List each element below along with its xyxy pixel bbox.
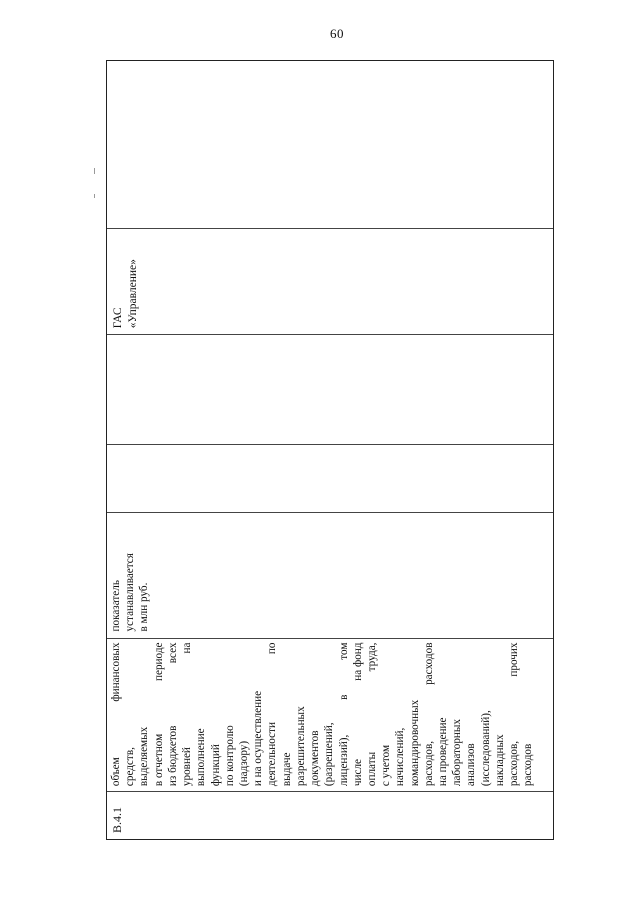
indicator-name-word: с учетом [380,744,393,787]
indicator-code: В.4.1 [110,806,124,833]
indicator-name-word: всех [166,642,179,664]
indicator-name-word: объем [110,757,122,787]
indicator-name-word: накладных [493,734,506,787]
indicator-table [106,60,554,840]
indicator-name-line [479,643,493,787]
indicator-name-word: по контролю [223,725,236,787]
indicator-name-word: лицензий), [337,734,350,787]
indicator-name-line [422,643,436,787]
indicator-name-line [365,643,379,787]
indicator-name-word: командировочных [408,699,421,787]
indicator-unit-line: устанавливается [124,553,137,632]
indicator-name-line [237,643,251,787]
indicator-unit-line: в млн руб. [138,582,151,632]
indicator-name-word: числе [351,758,364,787]
cell-empty [107,61,553,228]
indicator-unit-line: показатель [110,580,122,632]
indicator-name-word: труда, [365,642,378,672]
indicator-name-line [180,643,194,787]
indicator-name-word: выполнение [195,728,208,787]
indicator-name-word: из бюджетов [166,725,179,787]
cell-empty [107,444,553,512]
indicator-name-line [209,643,223,787]
indicator-name-line [223,643,237,787]
cell-indicator-name [107,638,553,792]
indicator-name-line [521,643,535,787]
indicator-name-line [280,643,294,787]
indicator-name-word: (разрешений, [323,722,336,787]
cell-indicator-code [107,791,553,839]
indicator-name-line [379,643,393,787]
indicator-name-line [294,643,308,787]
indicator-name-line [493,643,507,787]
indicator-name-line [123,643,137,787]
indicator-name-word: уровней [181,747,194,787]
indicator-name-line [450,643,464,787]
indicator-name-word: лабораторных [451,718,464,787]
indicator-name-word: в отчетном [152,733,165,787]
indicator-name-word: (надзору) [237,740,250,787]
indicator-name-line [137,643,151,787]
indicator-name-word: финансовых [110,642,122,702]
indicator-name-word: расходов [522,743,535,787]
indicator-name-line [436,643,450,787]
data-source-line: «Управление» [126,259,139,329]
indicator-name-word: средств, [124,747,137,787]
cell-indicator-unit [107,512,553,638]
indicator-name-word: оплаты [365,751,378,787]
indicator-name-word: расходов, [422,740,435,787]
scan-speck [94,194,95,198]
indicator-name-word: по [266,642,279,655]
indicator-table-body [106,60,554,840]
indicator-name-line [308,643,322,787]
indicator-name-word: разрешительных [294,706,307,787]
indicator-name-word: прочих [508,642,521,677]
indicator-name-line [337,643,351,787]
indicator-name-word: выделяемых [138,726,151,787]
indicator-name-word: начислений, [394,727,407,787]
indicator-name-word: анализов [465,743,478,787]
indicator-name-line [464,643,478,787]
indicator-name-word: периоде [152,642,165,681]
data-source-line: ГАС [112,307,124,329]
cell-empty [107,334,553,444]
page-number: 60 [330,26,344,41]
indicator-name-line [251,643,265,787]
indicator-name-line [152,643,166,787]
indicator-name-word: деятельности [266,722,279,787]
indicator-name-word: (исследований), [479,710,492,787]
cell-data-source [107,228,553,335]
indicator-name-line [194,643,208,787]
indicator-name-line [166,643,180,787]
indicator-name-line [322,643,336,787]
indicator-name-line [408,643,422,787]
indicator-name-line [265,643,279,787]
indicator-name-line [507,643,521,787]
indicator-name-word: и на осуществление [252,690,265,787]
indicator-name-word: том [337,642,350,660]
indicator-name-word: документов [309,730,322,787]
indicator-name-word: расходов [422,642,435,685]
indicator-name-word: на фонд [351,642,364,681]
indicator-name-line [109,643,123,787]
indicator-name-line [351,643,365,787]
indicator-name-word: на проведение [437,717,450,787]
indicator-name-line [393,643,407,787]
indicator-name-word: на [181,642,194,654]
indicator-name-word: функций [209,744,222,787]
indicator-name-word: в [337,694,350,700]
indicator-name-word: расходов, [508,740,521,787]
scan-speck [94,168,95,174]
indicator-name-word: выдаче [280,752,293,787]
